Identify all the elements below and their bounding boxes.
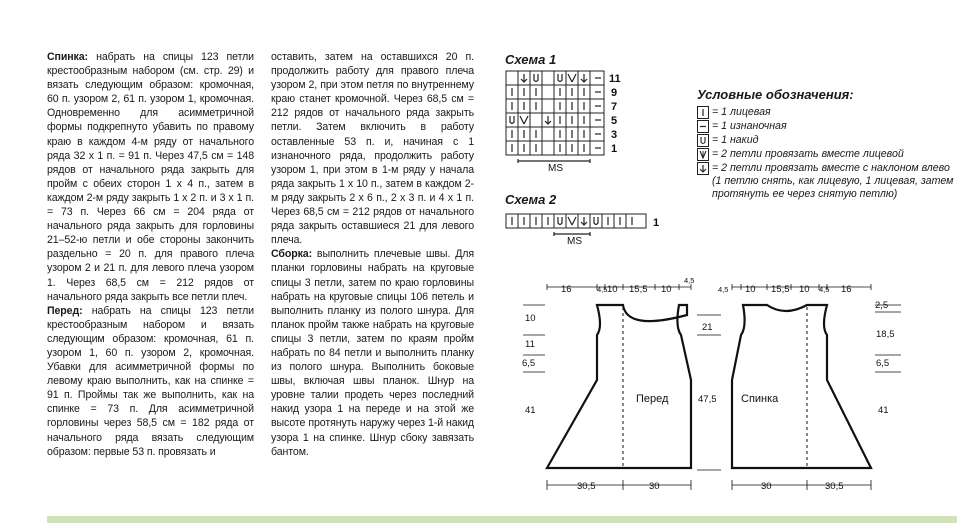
- legend-item: [697, 106, 957, 119]
- legend-text: = 2 петли провязать вместе лицевой: [712, 148, 904, 160]
- schema-1-chart: [500, 68, 635, 173]
- legend-item: [697, 120, 957, 133]
- schema-2-title: Схема 2: [505, 192, 557, 207]
- front-piece: [547, 305, 691, 468]
- schema-2-chart: [500, 210, 670, 250]
- row-number: 1: [653, 217, 660, 229]
- assembly-instructions: [271, 247, 474, 458]
- garment-pattern: [515, 275, 910, 500]
- k2tog-icon: [697, 148, 709, 161]
- legend-text: = 1 накид: [712, 134, 759, 146]
- purl-stitch-icon: [697, 120, 709, 133]
- dimension-label: 15,5: [771, 284, 790, 295]
- front-continued-instructions: [271, 50, 474, 247]
- dimension-label: 4,5: [819, 285, 830, 294]
- row-number: 3: [611, 129, 618, 141]
- dimension-label: 4,5: [597, 285, 608, 294]
- dimension-label: 47,5: [698, 394, 717, 405]
- dimension-label: 6,5: [876, 358, 890, 369]
- legend-item: [697, 148, 957, 161]
- dimension-label: 11: [525, 339, 535, 350]
- dimension-label: 15,5: [629, 284, 648, 295]
- legend-item: [697, 134, 957, 147]
- schema-1-title: Схема 1: [505, 52, 557, 67]
- dimension-label: 18,5: [876, 329, 895, 340]
- dimension-label: 6,5: [522, 358, 536, 369]
- legend-item: [697, 162, 957, 201]
- center-dimension-ticks: [697, 315, 721, 470]
- dimension-label: 16: [561, 284, 572, 295]
- ms-label: MS: [548, 163, 563, 173]
- front-heading: Перед:: [47, 304, 83, 317]
- dimension-label: 30: [761, 481, 772, 492]
- legend-text: = 2 петли провязать вместе с наклоном влево (1 петлю снять, как лицевую, 1 лицевая, затем протянуть ее через снятую петлю): [712, 162, 954, 200]
- dimension-label: 10: [607, 284, 618, 295]
- dimension-label: 10: [525, 313, 536, 324]
- bottom-bar: [47, 516, 957, 523]
- schema-1-stitch-symbols: [510, 74, 601, 163]
- knit-stitch-icon: [697, 106, 709, 119]
- dimension-label: 2,5: [875, 300, 889, 311]
- row-number: 11: [609, 73, 621, 85]
- legend-text: = 1 лицевая: [712, 106, 771, 118]
- back-text: набрать на спицы 123 петли крестообразным набором (см. стр. 29) и вязать следующим образом: кромочная, 60 п. узором 2, 61 п. узором 1, кромочная. Одновременно для асимметричной формы подкрепнуто убавить по правому краю в каждом 4-м ряду от начального ряда 32 х 1 п. = 91 п. Через 47,5 см = 148 рядов от начального ряда закрыть для пройм с обеих сторон 1 х 4 п., затем в каждом 2-м ряду закрыть 1 х 2 п. и 3 х 1 п. = 73 п. Через 66 см = 204 ряда от начального ряда закрыть для горловины 21–52-ю петли и обе стороны закончить раздельно = 20 п. для правого плеча узором 2 и 21 п. для левого плеча узором 1. Через 68,5 см = 212 рядов от начального ряда закрыть все петли плеч.: [47, 51, 254, 303]
- yarn-over-icon: [697, 134, 709, 147]
- dimension-label: 4,5: [684, 276, 695, 285]
- schema-2-grid: [506, 214, 646, 228]
- dimension-label: 10: [799, 284, 810, 295]
- instructions-column-1: [47, 50, 254, 459]
- front-instructions: [47, 304, 254, 459]
- continued-text: оставить, затем на оставшихся 20 п. продолжить работу для правого плеча узором 2, при этом петля по внутреннему краю станет кромочной. Через 68,5 см = 212 рядов от начального ряда закрыть петли. Затем включить в работу оставленные 53 п. и, начиная с 1 изнаночного ряда, продолжить работу узором 1, при этом в 1-м ряду у начала ряда закрыть 1 х 10 п., затем в каждом 2-м ряду закрыть 2 х 6 п., 2 х 3 п. и 4 х 1 п. Через 68,5 см = 212 рядов от начального ряда закрыть оставшиеся 21 для левого плеча.: [271, 51, 474, 247]
- back-instructions: [47, 50, 254, 304]
- front-text: набрать на спицы 123 петли крестообразным набором и вязать следующим образом: кромочная, 61 п. узором 1, 60 п. узором 2, кромочная. Убавки для асимметричной формы по левому краю выполнить, как на спинке = 91 п. Проймы так же выполнить, как на спинке = 73 п. Для асимметричной горловины через 58,5 см = 182 ряда от начального ряда вязать следующим образом: первые 53 п. провязать и: [47, 304, 254, 458]
- bottom-dimension-line: [547, 480, 871, 490]
- back-label: Спинка: [741, 393, 779, 405]
- dimension-label: 21: [702, 322, 713, 333]
- dimension-label: 30,5: [577, 481, 596, 492]
- legend-title: Условные обозначения:: [697, 87, 854, 102]
- dimension-label: 16: [841, 284, 852, 295]
- assembly-text: выполнить плечевые швы. Для планки горловины набрать на круговые спицы 3 петли, затем по краю горловины набрать на круговые спицы 106 петель и выполнить планку из полого шнура. Для планок пройм также набрать на круговые спицы 3 петли, затем по краям пройм набрать по 84 петли и выполнить планку из полого шнура. Выполнить боковые швы, включая швы планок. Шнур на уровне талии продеть через последний накид узора 1 на переде и на этой же высоте протянуть наружу через 1-й накид узора 1 на спинке. Шнур сбоку завязать бантом.: [271, 248, 474, 458]
- row-number: 1: [611, 143, 618, 155]
- dimension-label: 10: [661, 284, 672, 295]
- dimension-label: 41: [525, 405, 536, 416]
- row-number: 7: [611, 101, 618, 113]
- dimension-label: 30,5: [825, 481, 844, 492]
- assembly-heading: Сборка:: [271, 248, 313, 261]
- dimension-label: 10: [745, 284, 756, 295]
- dimension-label: 41: [878, 405, 889, 416]
- instructions-column-2: [271, 50, 474, 459]
- legend: [697, 87, 957, 202]
- schema-1-grid: [506, 71, 604, 155]
- row-number: 9: [611, 87, 618, 99]
- legend-text: = 1 изнаночная: [712, 120, 787, 132]
- front-label: Перед: [636, 393, 669, 405]
- dimension-label: 30: [649, 481, 660, 492]
- dimension-label: 4,5: [718, 285, 729, 294]
- ssk-icon: [697, 162, 709, 175]
- back-heading: Спинка:: [47, 51, 88, 63]
- back-piece: [732, 305, 871, 468]
- row-number: 5: [611, 115, 618, 127]
- ms-label: MS: [567, 236, 582, 247]
